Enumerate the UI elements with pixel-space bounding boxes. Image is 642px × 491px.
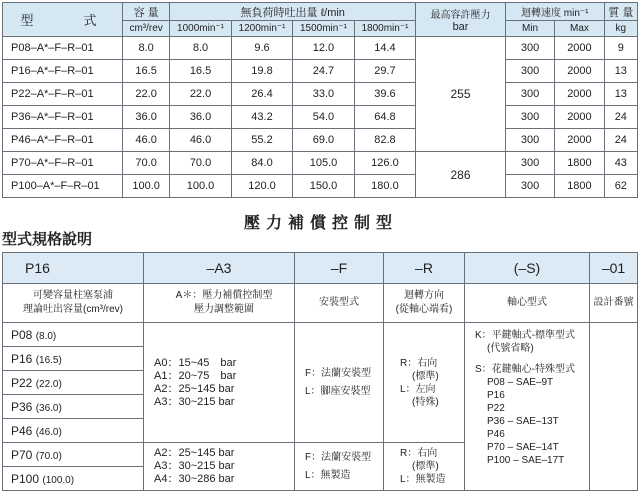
discharge-cell: 105.0 [293,152,354,175]
capacity-cell: 36.0 [122,106,169,129]
segment-design: –01 [590,253,638,284]
weight-cell: 62 [604,175,637,198]
speed-1000: 1000min⁻¹ [170,21,231,37]
model-cell: P70–A*–F–R–01 [3,152,123,175]
discharge-cell: 69.0 [293,129,354,152]
desc-design: 設計番號 [590,284,638,323]
size-p22: P22 (22.0) [3,371,144,395]
capacity-cell: 8.0 [122,37,169,60]
discharge-cell: 150.0 [293,175,354,198]
discharge-cell: 26.4 [231,83,292,106]
max-cell: 1800 [555,152,604,175]
table-row [3,83,638,106]
shaft-types: K：平鍵軸式-標準型式 (代號省略) S：花鍵軸心-特殊型式 P08 – SAE–9T P16 P22 P36 – SAE–13T P46 P70 – SAE–14T P100 – SAE–17T [465,323,590,491]
model-cell: P16–A*–F–R–01 [3,60,123,83]
table-row [3,129,638,152]
table-row [3,152,638,175]
speed-1500: 1500min⁻¹ [293,21,354,37]
pressure-cell: 286 [416,152,506,198]
mount-b: F：法蘭安裝型 L：無製造 [295,443,384,491]
max-cell: 2000 [555,106,604,129]
design-number-cell [590,323,638,491]
max-cell: 2000 [555,83,604,106]
discharge-cell: 126.0 [354,152,415,175]
min-cell: 300 [505,37,554,60]
code-title: 型式規格說明 [2,231,93,248]
discharge-cell: 54.0 [293,106,354,129]
min-header: Min [505,21,554,37]
max-cell: 1800 [555,175,604,198]
discharge-cell: 55.2 [231,129,292,152]
model-header: 型 式 [3,3,123,37]
discharge-cell: 100.0 [170,175,231,198]
segment-rotation: –R [384,253,465,284]
model-cell: P46–A*–F–R–01 [3,129,123,152]
weight-header: 質 量 [604,3,637,21]
table-row [3,175,638,198]
code-table [2,252,638,491]
discharge-cell: 33.0 [293,83,354,106]
section-title: 壓力補償控制型 [243,215,398,232]
capacity-cell: 100.0 [122,175,169,198]
discharge-cell: 8.0 [170,37,231,60]
discharge-cell: 36.0 [170,106,231,129]
segment-size: P16 [3,253,144,284]
weight-cell: 24 [604,129,637,152]
discharge-cell: 9.6 [231,37,292,60]
desc-rotation: 迴轉方向 (從軸心端看) [384,284,465,323]
model-cell: P36–A*–F–R–01 [3,106,123,129]
model-cell: P08–A*–F–R–01 [3,37,123,60]
discharge-cell: 29.7 [354,60,415,83]
discharge-cell: 22.0 [170,83,231,106]
weight-cell: 13 [604,83,637,106]
pressure-header: 最高容許壓力 bar [416,3,506,37]
weight-unit: kg [604,21,637,37]
min-cell: 300 [505,129,554,152]
discharge-cell: 39.6 [354,83,415,106]
capacity-cell: 70.0 [122,152,169,175]
discharge-header: 無負荷時吐出量 ℓ/min [170,3,416,21]
size-p46: P46 (46.0) [3,419,144,443]
table-row [3,37,638,60]
min-cell: 300 [505,152,554,175]
model-cell: P22–A*–F–R–01 [3,83,123,106]
min-cell: 300 [505,175,554,198]
segment-control: –A3 [144,253,295,284]
spec-table [2,2,638,198]
capacity-cell: 46.0 [122,129,169,152]
desc-size: 可變容量柱塞泵浦 理論吐出容量(cm³/rev) [3,284,144,323]
model-cell: P100–A*–F–R–01 [3,175,123,198]
weight-cell: 9 [604,37,637,60]
min-cell: 300 [505,60,554,83]
max-cell: 2000 [555,60,604,83]
discharge-cell: 43.2 [231,106,292,129]
ranges-a: A0：15~45 bar A1：20~75 bar A2：25~145 bar A3：30~215 bar [144,323,295,443]
discharge-cell: 12.0 [293,37,354,60]
desc-shaft: 軸心型式 [465,284,590,323]
min-cell: 300 [505,106,554,129]
speed-1800: 1800min⁻¹ [354,21,415,37]
weight-cell: 24 [604,106,637,129]
discharge-cell: 24.7 [293,60,354,83]
capacity-cell: 16.5 [122,60,169,83]
desc-mount: 安裝型式 [295,284,384,323]
size-p36: P36 (36.0) [3,395,144,419]
size-row [3,323,638,347]
discharge-cell: 64.8 [354,106,415,129]
mount-a: F：法蘭安裝型 L：腳座安裝型 [295,323,384,443]
discharge-cell: 16.5 [170,60,231,83]
weight-cell: 13 [604,60,637,83]
discharge-cell: 19.8 [231,60,292,83]
discharge-cell: 120.0 [231,175,292,198]
max-header: Max [555,21,604,37]
min-cell: 300 [505,83,554,106]
rot-speed-header: 迴轉速度 min⁻¹ [505,3,604,21]
discharge-cell: 82.8 [354,129,415,152]
capacity-header: 容 量 [122,3,169,21]
segment-mount: –F [295,253,384,284]
segment-shaft: (–S) [465,253,590,284]
rotation-a: R：右向 (標準) L：左向 (特殊) [384,323,465,443]
capacity-cell: 22.0 [122,83,169,106]
speed-1200: 1200min⁻¹ [231,21,292,37]
rotation-b: R：右向 (標準) L：無製造 [384,443,465,491]
discharge-cell: 84.0 [231,152,292,175]
size-p100: P100 (100.0) [3,467,144,491]
desc-control: A＊：壓力補償控制型 壓力調整範圍 [144,284,295,323]
table-row [3,106,638,129]
size-p70: P70 (70.0) [3,443,144,467]
max-cell: 2000 [555,37,604,60]
size-p16: P16 (16.5) [3,347,144,371]
discharge-cell: 180.0 [354,175,415,198]
max-cell: 2000 [555,129,604,152]
weight-cell: 43 [604,152,637,175]
table-row [3,60,638,83]
ranges-b: A2：25~145 bar A3：30~215 bar A4：30~286 bar [144,443,295,491]
size-p08: P08 (8.0) [3,323,144,347]
pressure-cell: 255 [416,37,506,152]
discharge-cell: 46.0 [170,129,231,152]
discharge-cell: 70.0 [170,152,231,175]
discharge-cell: 14.4 [354,37,415,60]
capacity-unit: cm³/rev [122,21,169,37]
